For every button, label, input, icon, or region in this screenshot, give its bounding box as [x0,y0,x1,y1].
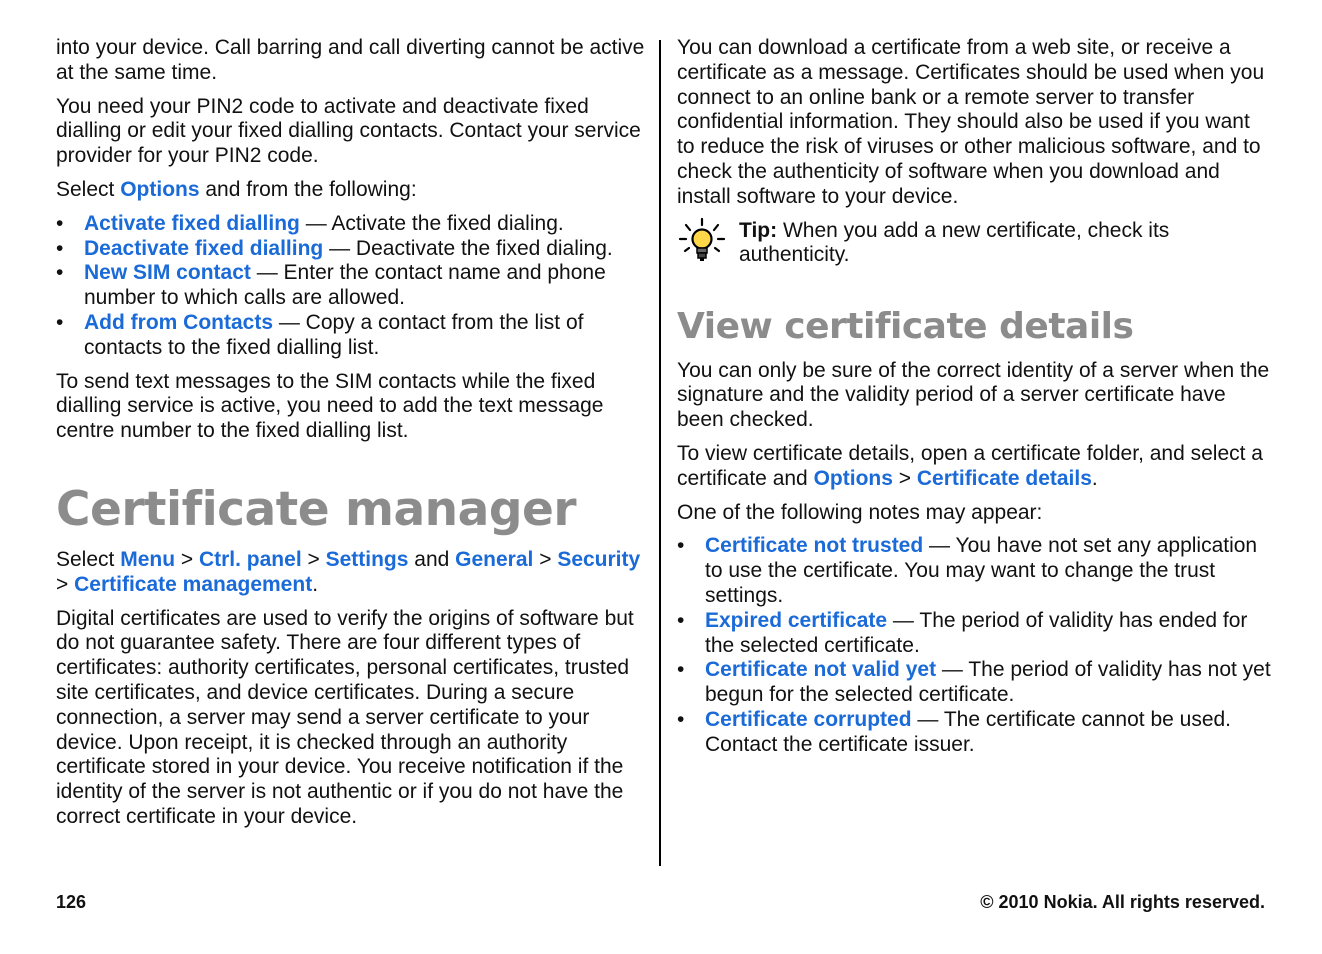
view-certificate-details-heading: View certificate details [677,305,1134,347]
option-description: — Copy a contact from the list of contacts to the fixed dialling list. [84,310,584,359]
list-item [677,708,1271,758]
copyright-notice: © 2010 Nokia. All rights reserved. [980,892,1265,912]
select-text: Select [56,547,121,571]
fixed-dialling-options-list [56,212,648,361]
new-sim-contact-link[interactable]: New SIM contact [84,261,251,285]
option-description: — Deactivate the fixed dialing. [323,236,613,260]
option-description: — Enter the contact name and phone number to which calls are allowed. [84,261,606,310]
note-description: — You have not set any application to use the certificate. You may want to change the trust settings. [705,534,1258,607]
ctrl-panel-link[interactable]: Ctrl. panel [198,547,302,571]
tip-box [677,219,1271,269]
list-item [56,311,648,361]
menu-link[interactable]: Menu [120,547,176,571]
and-text: and [408,547,456,571]
settings-link[interactable]: Settings [325,547,409,571]
bullet: • [56,236,64,260]
certificate-not-valid-yet-link[interactable]: Certificate not valid yet [705,658,937,682]
bullet: • [677,608,685,632]
pin2-paragraph: You need your PIN2 code to activate and deactivate fixed dialling or edit your fixed dialling contacts. Contact your service provider for your PIN2 code. [56,94,641,168]
following-text: and from the following: [199,177,417,201]
lightbulb-icon [677,217,727,265]
activate-fixed-dialling-link[interactable]: Activate fixed dialling [84,211,300,235]
bullet: • [677,534,685,558]
path-end: . [1091,466,1098,490]
list-item [56,261,648,311]
deactivate-fixed-dialling-link[interactable]: Deactivate fixed dialling [84,236,324,260]
list-item [56,212,648,237]
add-from-contacts-link[interactable]: Add from Contacts [84,310,273,334]
bullet: • [56,261,64,285]
path-separator: > [56,572,75,596]
menu-path-paragraph [56,548,648,598]
certificate-details-link[interactable]: Certificate details [916,466,1092,490]
certificate-not-trusted-link[interactable]: Certificate not trusted [705,534,924,558]
list-item [677,609,1271,659]
list-item [677,534,1271,608]
note-description: — The period of validity has ended for the selected certificate. [705,608,1248,657]
column-divider [659,40,661,866]
select-options-paragraph [56,178,648,203]
bullet: • [56,310,64,334]
tip-label: Tip: [739,218,778,242]
note-description: — The certificate cannot be used. Contact the certificate issuer. [705,707,1232,756]
certificate-manager-heading: Certificate manager [56,481,577,537]
options-link[interactable]: Options [120,177,200,201]
notes-intro-paragraph: One of the following notes may appear: [677,500,1043,524]
bullet: • [677,658,685,682]
general-link[interactable]: General [455,547,534,571]
sim-messages-paragraph: To send text messages to the SIM contacts while the fixed dialling service is active, you need to add the text message centre number to the fixed dialling list. [56,369,604,443]
page-number: 126 [56,892,87,912]
path-separator: > [301,547,326,571]
certificate-management-link[interactable]: Certificate management [74,572,313,596]
select-text: Select [56,177,121,201]
left-column [56,36,648,839]
options-link[interactable]: Options [813,466,893,490]
list-item [677,658,1271,708]
certificate-notes-list [677,534,1271,757]
option-description: — Activate the fixed dialing. [299,211,564,235]
path-end: . [312,572,319,596]
digital-certificates-paragraph: Digital certificates are used to verify the origins of software but do not guarantee safety. There are four different types of certificates: authority certificates, personal certificates, trusted site certificates, and device certificates. During a secure connection, a server may send a server certificate to your device. Upon receipt, it is checked through an authority certificate stored in your device. You receive notification if the identity of the server is not authentic or if you do not have the correct certificate in your device. [56,606,634,828]
download-certificate-paragraph: You can download a certificate from a web site, or receive a certificate as a message. Certificates should be used when you connect to an online bank or a remote server to transfer confidential information. They should also be used if you want to reduce the risk of viruses or other malicious software, and to check the authenticity of software when you download and install software to your device. [677,36,1265,208]
note-description: — The period of validity has not yet begun for the selected certificate. [705,658,1271,707]
view-details-paragraph [677,442,1271,492]
expired-certificate-link[interactable]: Expired certificate [705,608,888,632]
tip-text: When you add a new certificate, check its authenticity. [739,218,1170,267]
server-identity-paragraph: You can only be sure of the correct identity of a server when the signature and the validity period of a server certificate have been checked. [677,358,1270,432]
certificate-corrupted-link[interactable]: Certificate corrupted [705,707,912,731]
bullet: • [677,707,685,731]
list-item [56,237,648,262]
path-separator: > [533,547,558,571]
intro-paragraph-1: into your device. Call barring and call diverting cannot be active at the same time. [56,36,645,84]
path-separator: > [175,547,199,571]
bullet: • [56,211,64,235]
path-separator: > [892,466,917,490]
security-link[interactable]: Security [557,547,641,571]
view-details-text: To view certificate details, open a certificate folder, and select a certificate and [677,441,1263,490]
right-column [677,36,1271,767]
